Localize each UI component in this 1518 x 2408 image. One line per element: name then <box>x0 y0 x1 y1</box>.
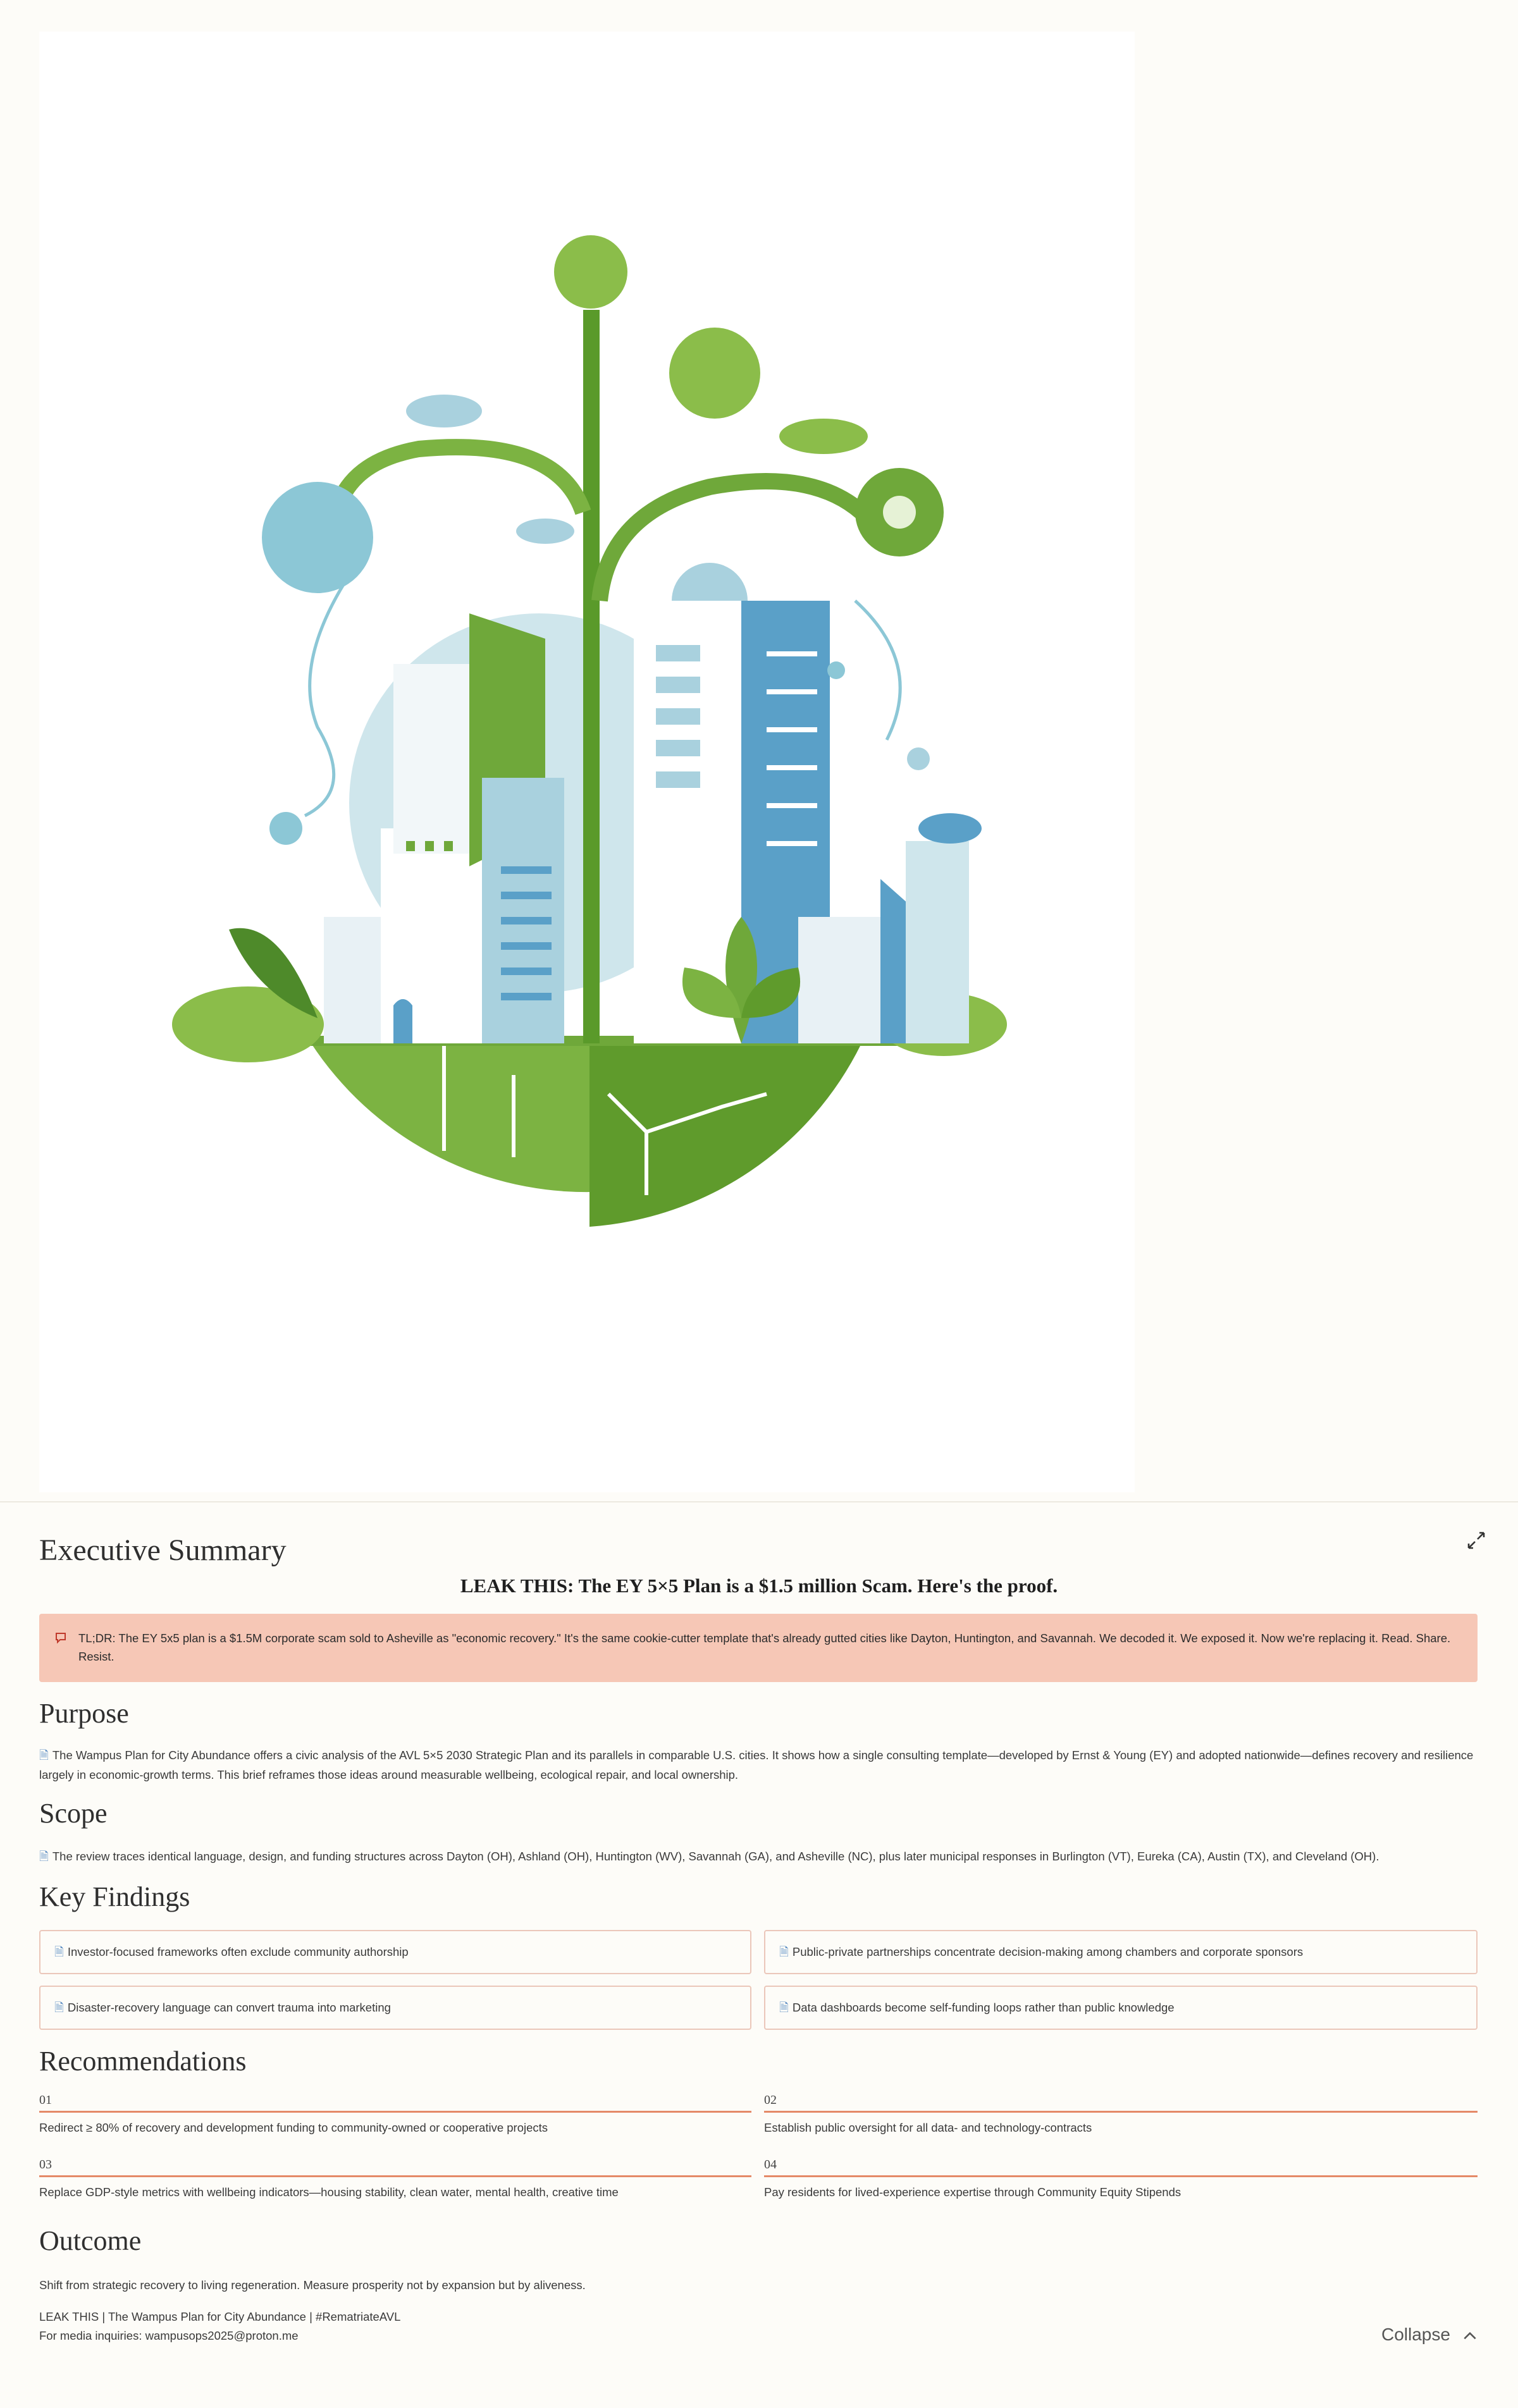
outcome-title: Outcome <box>39 2225 142 2256</box>
finding-card: 🗎 Disaster-recovery language can convert trauma into marketing <box>39 1986 751 2030</box>
finding-card: 🗎 Data dashboards become self-funding loops rather than public knowledge <box>764 1986 1478 2030</box>
document-icon: 🗎 <box>39 1748 49 1762</box>
green-city-illustration <box>39 32 1135 1492</box>
alert-icon <box>54 1631 67 1644</box>
recommendation-number: 03 <box>39 2158 52 2172</box>
recommendation-divider <box>764 2111 1478 2113</box>
recommendation-number: 04 <box>764 2158 777 2172</box>
hero-illustration <box>39 32 1135 1492</box>
recommendation-number: 01 <box>39 2093 52 2107</box>
recommendations-title: Recommendations <box>39 2046 247 2077</box>
footer-credit: LEAK THIS | The Wampus Plan for City Abundance | #RematriateAVL <box>39 2310 401 2323</box>
recommendation-text: Establish public oversight for all data- and technology-contracts <box>764 2121 1092 2134</box>
expand-icon[interactable] <box>1465 1529 1488 1552</box>
chevron-up-icon <box>1462 2328 1478 2344</box>
document-icon: 🗎 <box>779 1945 789 1958</box>
headline: LEAK THIS: The EY 5×5 Plan is a $1.5 million Scam. Here's the proof. <box>460 1575 1058 1597</box>
media-contact: For media inquiries: wampusops2025@proton.me <box>39 2329 299 2342</box>
recommendation-divider <box>764 2175 1478 2177</box>
document-icon: 🗎 <box>779 2001 789 2014</box>
key-findings-title: Key Findings <box>39 1881 190 1912</box>
purpose-title: Purpose <box>39 1698 129 1729</box>
finding-card: 🗎 Investor-focused frameworks often exclude community authorship <box>39 1930 751 1974</box>
scope-title: Scope <box>39 1798 108 1829</box>
document-icon: 🗎 <box>54 2001 64 2014</box>
recommendation-text: Redirect ≥ 80% of recovery and development funding to community-owned or cooperative projects <box>39 2121 548 2134</box>
recommendation-divider <box>39 2111 751 2113</box>
recommendation-divider <box>39 2175 751 2177</box>
recommendation-text: Pay residents for lived-experience expertise through Community Equity Stipends <box>764 2185 1182 2199</box>
tldr-banner <box>39 1614 1478 1682</box>
panel-title: Executive Summary <box>39 1533 287 1567</box>
scope-text: 🗎 The review traces identical language, design, and funding structures across Dayton (OH), Ashland (OH), Huntington (WV), Savannah (GA), and Asheville (NC), plus later municipal responses in Burlington (VT), Eureka (CA), Austin (TX), and Cleveland (OH). <box>39 1850 1379 1863</box>
tldr-text: TL;DR: The EY 5x5 plan is a $1.5M corporate scam sold to Asheville as "economic recovery." It's the same cookie-cutter template that's already gutted cities like Dayton, Huntington, and Savannah. We decoded it. We exposed it. Now we're replacing it. Read. Share. Resist. <box>78 1631 1451 1663</box>
recommendation-text: Replace GDP-style metrics with wellbeing indicators—housing stability, clean water, mental health, creative time <box>39 2185 619 2199</box>
executive-summary-panel <box>0 1501 1518 2379</box>
collapse-button[interactable] <box>1381 2325 1478 2345</box>
collapse-label: Collapse <box>1381 2325 1450 2344</box>
document-icon: 🗎 <box>39 1850 49 1863</box>
outcome-text: Shift from strategic recovery to living regeneration. Measure prosperity not by expansion but by aliveness. <box>39 2278 586 2292</box>
document-icon: 🗎 <box>54 1945 64 1958</box>
recommendation-number: 02 <box>764 2093 777 2107</box>
purpose-text: 🗎 The Wampus Plan for City Abundance offers a civic analysis of the AVL 5×5 2030 Strategic Plan and its parallels in comparable U.S. cities. It shows how a single consulting template—developed by Ernst & Young (EY) and adopted nationwide—defines recovery and resilience largely in economic-growth terms. This brief reframes those ideas around measurable wellbeing, ecological repair, and local ownership. <box>39 1748 1474 1781</box>
finding-card: 🗎 Public-private partnerships concentrate decision-making among chambers and corporate sponsors <box>764 1930 1478 1974</box>
